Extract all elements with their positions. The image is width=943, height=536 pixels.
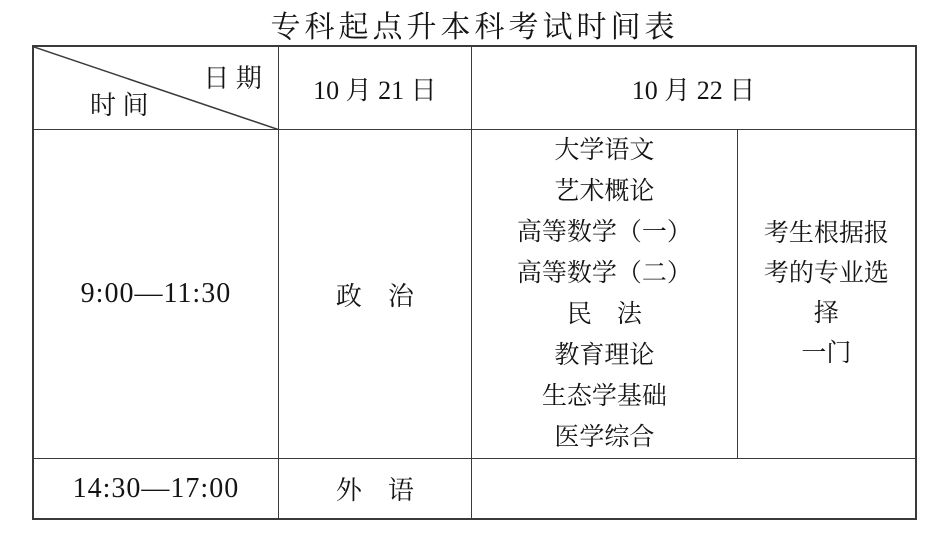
time-cell-morning bbox=[34, 130, 279, 459]
subject-line: 高等数学（二） bbox=[516, 260, 692, 288]
subject-cell-oct21-morning: 政 治 bbox=[279, 130, 472, 459]
note-line: 一门 bbox=[801, 340, 852, 368]
subject-line: 大学语文 bbox=[554, 137, 655, 165]
subject-cell-oct21-afternoon: 外 语 bbox=[279, 459, 472, 518]
morning-time-text: 9:00—11:30 bbox=[80, 278, 232, 310]
note-line: 考生根据报 bbox=[763, 220, 889, 248]
empty-cell-oct22-afternoon bbox=[472, 459, 915, 518]
note-line: 择 bbox=[813, 300, 839, 328]
date-header-label: 日 期 bbox=[203, 64, 262, 93]
exam-schedule-table bbox=[32, 45, 917, 520]
note-cell-choose-one bbox=[738, 130, 915, 459]
page-title: 专科起点升本科考试时间表 bbox=[270, 11, 679, 44]
corner-header-cell bbox=[34, 47, 279, 130]
header-oct-22: 10 月 22 日 bbox=[472, 47, 915, 130]
afternoon-time-text: 14:30—17:00 bbox=[72, 472, 240, 504]
header-oct-21: 10 月 21 日 bbox=[279, 47, 472, 130]
subject-line: 艺术概论 bbox=[554, 178, 655, 206]
subject-line: 民 法 bbox=[566, 301, 642, 329]
subject-line: 生态学基础 bbox=[541, 383, 667, 411]
subject-line: 高等数学（一） bbox=[516, 219, 692, 247]
time-header-label: 时 间 bbox=[90, 91, 149, 121]
subject-line: 医学综合 bbox=[554, 424, 655, 452]
note-line: 考的专业选 bbox=[763, 260, 889, 288]
time-cell-afternoon bbox=[34, 459, 279, 518]
subject-list-cell-oct22-morning bbox=[472, 130, 738, 459]
subject-line: 教育理论 bbox=[554, 342, 655, 370]
